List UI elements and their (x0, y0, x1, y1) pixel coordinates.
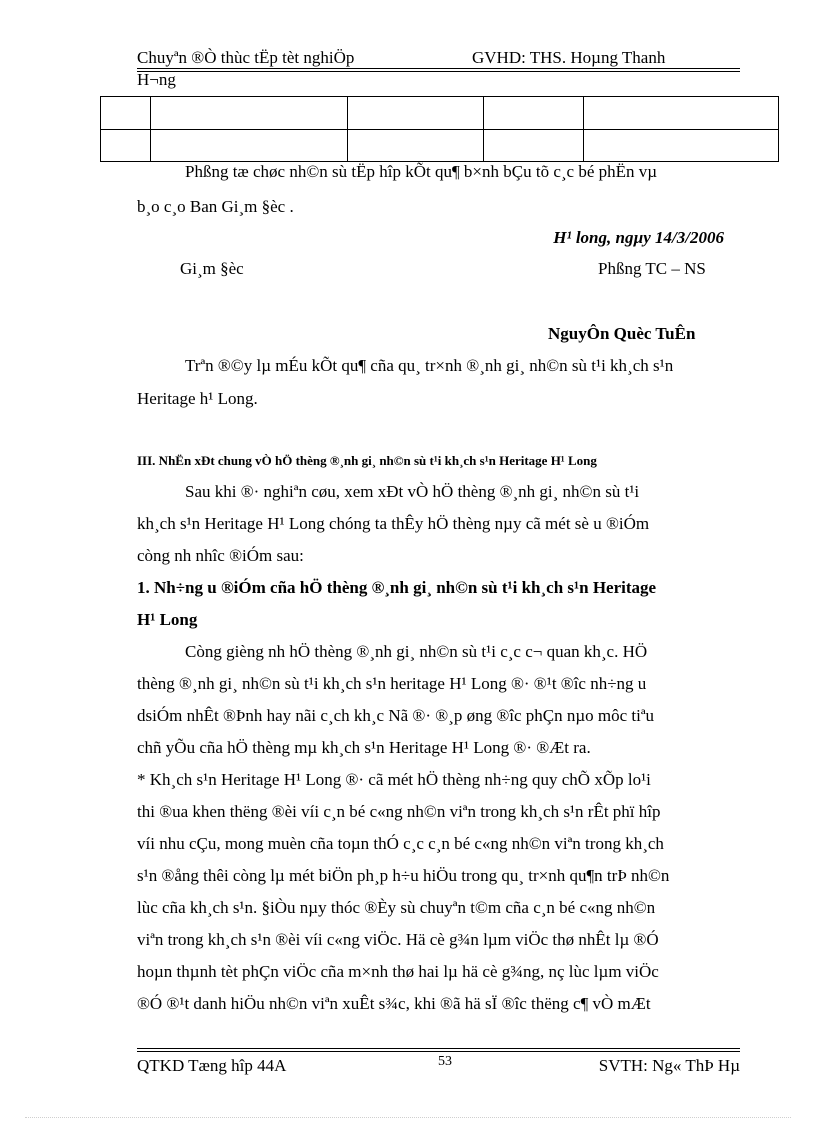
table-cell (101, 97, 151, 130)
paragraph-line: hoµn thµnh tèt phÇn viÖc cña m×nh thø hai lµ hä cè g¾ng, nç lùc lµm viÖc (137, 962, 659, 981)
table-row (101, 129, 779, 162)
table-cell (101, 129, 151, 162)
header-rule-bottom (137, 71, 740, 72)
paragraph-line: thi ®ua khen thëng ®èi víi c¸n bé c«ng nh©n viªn trong kh¸ch s¹n rÊt phï hîp (137, 802, 661, 821)
table-cell (151, 97, 348, 130)
table-cell (151, 129, 348, 162)
paragraph-line: thèng ®¸nh gi¸ nh©n sù t¹i kh¸ch s¹n heritage H¹ Long ®· ®¹t ®îc nh÷ng u (137, 674, 647, 693)
paragraph-line: Trªn ®©y lµ mÉu kÕt qu¶ cña qu¸ tr×nh ®¸nh gi¸ nh©n sù t¹i kh¸ch s¹n (185, 356, 674, 375)
paragraph-line: * Kh¸ch s¹n Heritage H¹ Long ®· cã mét hÖ thèng nh÷ng quy chÕ xÕp lo¹i (137, 770, 651, 789)
subheading-line: H¹ Long (137, 610, 198, 629)
section-heading: III. NhËn xÐt chung vÒ hÖ thèng ®¸nh gi¸ nh©n sù t¹i kh¸ch s¹n Heritage H¹ Long (137, 453, 597, 468)
paragraph-line: b¸o c¸o Ban Gi¸m §èc . (137, 197, 294, 216)
paragraph-line: Còng gièng nh hÖ thèng ®¸nh gi¸ nh©n sù t¹i c¸c c¬ quan kh¸c. HÖ (185, 642, 648, 661)
footer-right: SVTH: Ng« ThÞ Hµ (598, 1056, 740, 1075)
table-cell (348, 97, 484, 130)
header-rule-top (137, 68, 740, 69)
footer-left: QTKD Tæng hîp 44A (137, 1056, 287, 1075)
paragraph-line: ®Ó ®¹t danh hiÖu nh©n viªn xuÊt s¾c, khi ®ã hä sÏ ®îc thëng c¶ vÒ mÆt (137, 994, 651, 1013)
paragraph-line: chñ yÕu cña hÖ thèng mµ kh¸ch s¹n Heritage H¹ Long ®· ®Æt ra. (137, 738, 591, 757)
table-cell (484, 97, 584, 130)
paragraph-line: lùc cña kh¸ch s¹n. §iÒu nµy thóc ®Èy sù chuyªn t©m cña c¸n bé c«ng nh©n (137, 898, 656, 917)
table-cell (348, 129, 484, 162)
paragraph-line: kh¸ch s¹n Heritage H¹ Long chóng ta thÊy hÖ thèng nµy cã mét sè u ®iÓm (137, 514, 650, 533)
page-number: 53 (438, 1054, 452, 1069)
paragraph-line: còng nh nhîc ®iÓm sau: (137, 546, 304, 565)
paragraph-line: Heritage h¹ Long. (137, 389, 258, 408)
header-advisor: GVHD: THS. Hoµng Thanh (472, 48, 666, 67)
header-title: Chuyªn ®Ò thùc tËp tèt nghiÖp (137, 48, 355, 67)
signer-right: Phßng TC – NS (598, 259, 706, 278)
table-row (101, 97, 779, 130)
signature-name: NguyÔn Quèc TuÊn (548, 324, 696, 343)
table-cell (584, 97, 779, 130)
header-wrap: H¬ng (137, 70, 176, 89)
paragraph-line: víi nhu cÇu, mong muèn cña toµn thÓ c¸c c¸n bé c«ng nh©n viªn trong kh¸ch (137, 834, 664, 853)
paragraph-line: Phßng tæ chøc nh©n sù tËp hîp kÕt qu¶ b×nh bÇu tõ c¸c bé phËn vµ (185, 162, 658, 181)
empty-table (100, 96, 779, 162)
footer-rule-bottom (137, 1051, 740, 1052)
paragraph-line: viªn trong kh¸ch s¹n ®èi víi c«ng viÖc. Hä cè g¾n lµm viÖc thø nhÊt lµ ®Ó (137, 930, 659, 949)
table-cell (484, 129, 584, 162)
subheading-line: 1. Nh÷ng u ®iÓm cña hÖ thèng ®¸nh gi¸ nh©n sù t¹i kh¸ch s¹n Heritage (137, 578, 657, 597)
signer-left: Gi¸m §èc (180, 259, 244, 278)
paragraph-line: s¹n ®ång thêi còng lµ mét biÖn ph¸p h÷u hiÖu trong qu¸ tr×nh qu¶n trÞ nh©n (137, 866, 670, 885)
paragraph-line: Sau khi ®· nghiªn cøu, xem xÐt vÒ hÖ thèng ®¸nh gi¸ nh©n sù t¹i (185, 482, 640, 501)
footer-rule-top (137, 1048, 740, 1049)
table-cell (584, 129, 779, 162)
paragraph-line: dsiÓm nhÊt ®Þnh hay nãi c¸ch kh¸c Nã ®· ®¸p øng ®îc phÇn nµo môc tiªu (137, 706, 655, 725)
date-line: H¹ long, ngµy 14/3/2006 (553, 228, 724, 247)
page-edge (25, 1117, 791, 1118)
